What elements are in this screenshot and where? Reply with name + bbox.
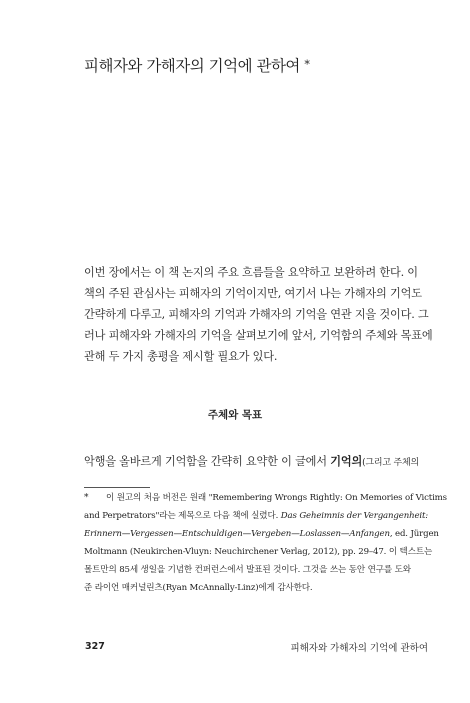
footnote-line: 이 원고의 처음 버전은 원래 "Remembering Wrongs Rightly: On Memories of Victims [106, 493, 447, 503]
section-heading: 주체와 목표 [207, 409, 263, 421]
footnote-line [84, 526, 442, 544]
footnote-line: 준 라이언 매커널린츠(Ryan McAnnally-Linz)에게 감사한다. [84, 583, 313, 593]
chapter-title-footnote-mark: * [304, 58, 310, 71]
body-line: 러나 피해자와 가해자의 기억을 살펴보기에 앞서, 기억함의 주체와 목표에 [84, 329, 433, 342]
para2-bold-text: 기억의 [330, 454, 363, 468]
chapter-title [84, 54, 309, 76]
chapter-title-text: 피해자와 가해자의 기억에 관하여 [84, 57, 300, 75]
footnote-divider [84, 487, 150, 488]
running-head: 피해자와 가해자의 기억에 관하여 [290, 643, 428, 654]
page-number: 327 [85, 641, 105, 652]
footnote-line: Moltmann (Neukirchen-Vluyn: Neuchirchener Verlag, 2012), pp. 29–47. 이 텍스트는 [84, 547, 433, 557]
para2-text-continued: (그리고 주체의 [362, 458, 420, 468]
body-line: 간략하게 다루고, 피해자의 기억과 가해자의 기억을 연관 지을 것이다. 그 [84, 308, 429, 321]
footnote-line: 몰트만의 85세 생일을 기념한 컨퍼런스에서 발표된 것이다. 그것을 쓰는 동안 연구를 도와 [84, 565, 411, 575]
body-paragraph-2 [84, 451, 434, 474]
footnote-line-text: and Perpetrators"라는 제목으로 다음 책에 실렸다. [84, 511, 281, 521]
footnote-book-subtitle: Erinnern—Vergessen—Entschuldigen—Vergeben—Loslassen—Anfangen [84, 529, 390, 539]
footnote-line-text: , ed. Jürgen [389, 529, 439, 539]
body-line: 책의 주된 관심사는 피해자의 기억이지만, 여기서 나는 가해자의 기억도 [84, 287, 422, 300]
footnote-line [84, 508, 442, 526]
body-line: 이번 장에서는 이 책 논지의 주요 흐름들을 요약하고 보완하려 한다. 이 [84, 266, 418, 279]
footnote-book-title: Das Geheimnis der Vergangenheit: [280, 511, 429, 521]
body-line: 관해 두 가지 총평을 제시할 필요가 있다. [84, 350, 278, 363]
footnote-mark: * [84, 493, 89, 503]
para2-text: 악행을 올바르게 기억함을 간략히 요약한 이 글에서 [84, 455, 331, 468]
